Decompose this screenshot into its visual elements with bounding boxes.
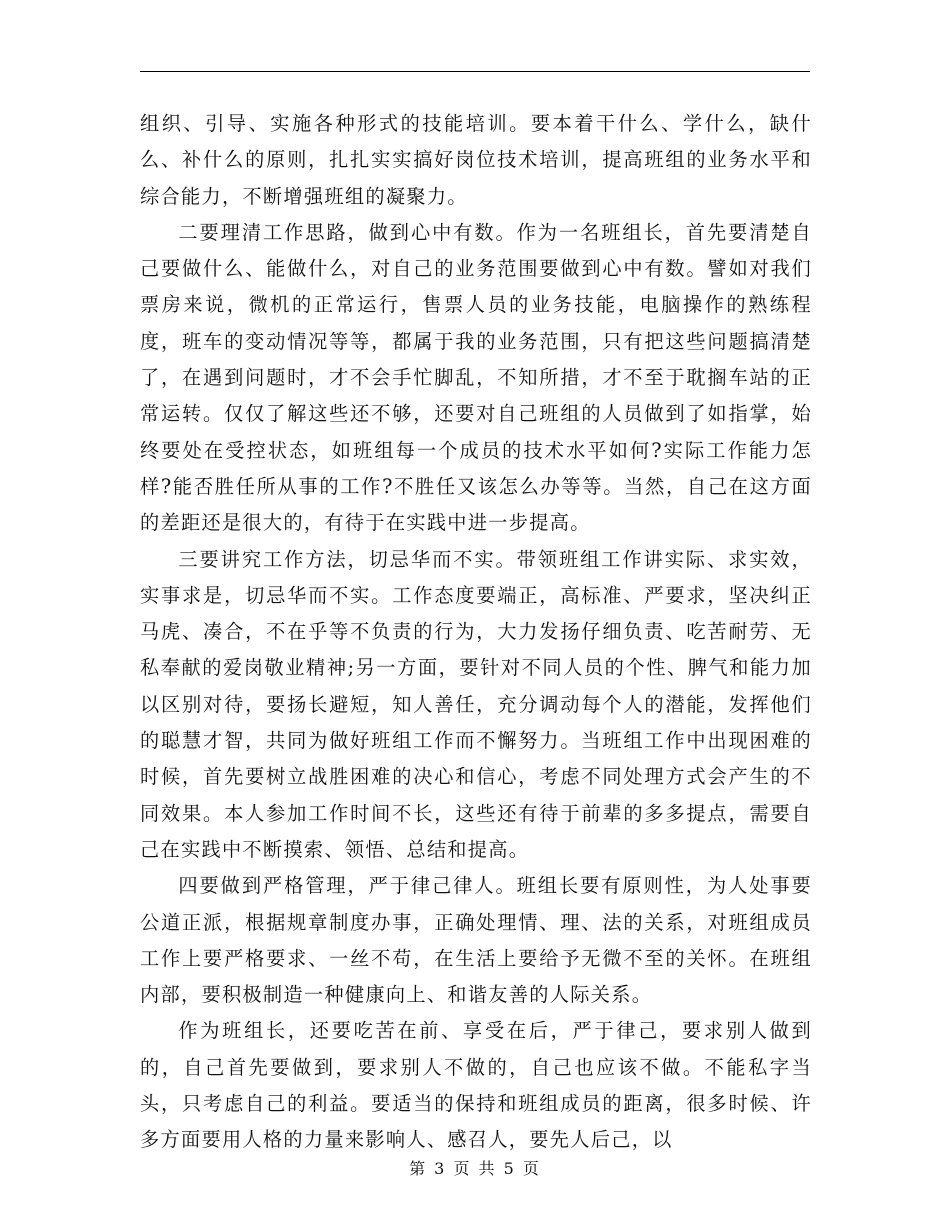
page-number-footer: 第 3 页 共 5 页 bbox=[409, 1159, 541, 1178]
paragraph-3: 三要讲究工作方法，切忌华而不实。带领班组工作讲实际、求实效，实事求是，切忌华而不实。工作态度要端正，高标准、严要求，坚决纠正马虎、凑合，不在乎等不负责的行为，大力发扬仔细负责、吃苦耐劳、无私奉献的爱岗敬业精神;另一方面，要针对不同人员的个性、脾气和能力加以区别对待，要扬长避短，知人善任，充分调动每个人的潜能，发挥他们的聪慧才智，共同为做好班组工作而不懈努力。当班组工作中出现困难的时候，首先要树立战胜困难的决心和信心，考虑不同处理方式会产生的不同效果。本人参加工作时间不长，这些还有待于前辈的多多提点，需要自己在实践中不断摸索、领悟、总结和提高。 bbox=[140, 547, 812, 861]
document-body bbox=[140, 106, 812, 1159]
paragraph-1: 组织、引导、实施各种形式的技能培训。要本着干什么、学什么，缺什么、补什么的原则，扎扎实实搞好岗位技术培训，提高班组的业务水平和综合能力，不断增强班组的凝聚力。 bbox=[140, 112, 812, 208]
paragraph-2: 二要理清工作思路，做到心中有数。作为一名班组长，首先要清楚自己要做什么、能做什么，对自己的业务范围要做到心中有数。譬如对我们票房来说，微机的正常运行，售票人员的业务技能，电脑操作的熟练程度，班车的变动情况等等，都属于我的业务范围，只有把这些问题搞清楚了，在遇到问题时，才不会手忙脚乱，不知所措，才不至于耽搁车站的正常运转。仅仅了解这些还不够，还要对自己班组的人员做到了如指掌，始终要处在受控状态，如班组每一个成员的技术水平如何?实际工作能力怎样?能否胜任所从事的工作?不胜任又该怎么办等等。当然，自己在这方面的差距还是很大的，有待于在实践中进一步提高。 bbox=[140, 220, 812, 535]
paragraph-5: 作为班组长，还要吃苦在前、享受在后，严于律己，要求别人做到的，自己首先要做到，要求别人不做的，自己也应该不做。不能私字当头，只考虑自己的利益。要适当的保持和班组成员的距离，很多时候、许多方面要用人格的力量来影响人、感召人，要先人后己，以 bbox=[140, 1019, 812, 1152]
paragraph-4: 四要做到严格管理，严于律己律人。班组长要有原则性，为人处事要公道正派，根据规章制度办事，正确处理情、理、法的关系，对班组成员工作上要严格要求、一丝不苟，在生活上要给予无微不至的关怀。在班组内部，要积极制造一种健康向上、和谐友善的人际关系。 bbox=[140, 874, 812, 1007]
header-rule bbox=[140, 71, 810, 72]
